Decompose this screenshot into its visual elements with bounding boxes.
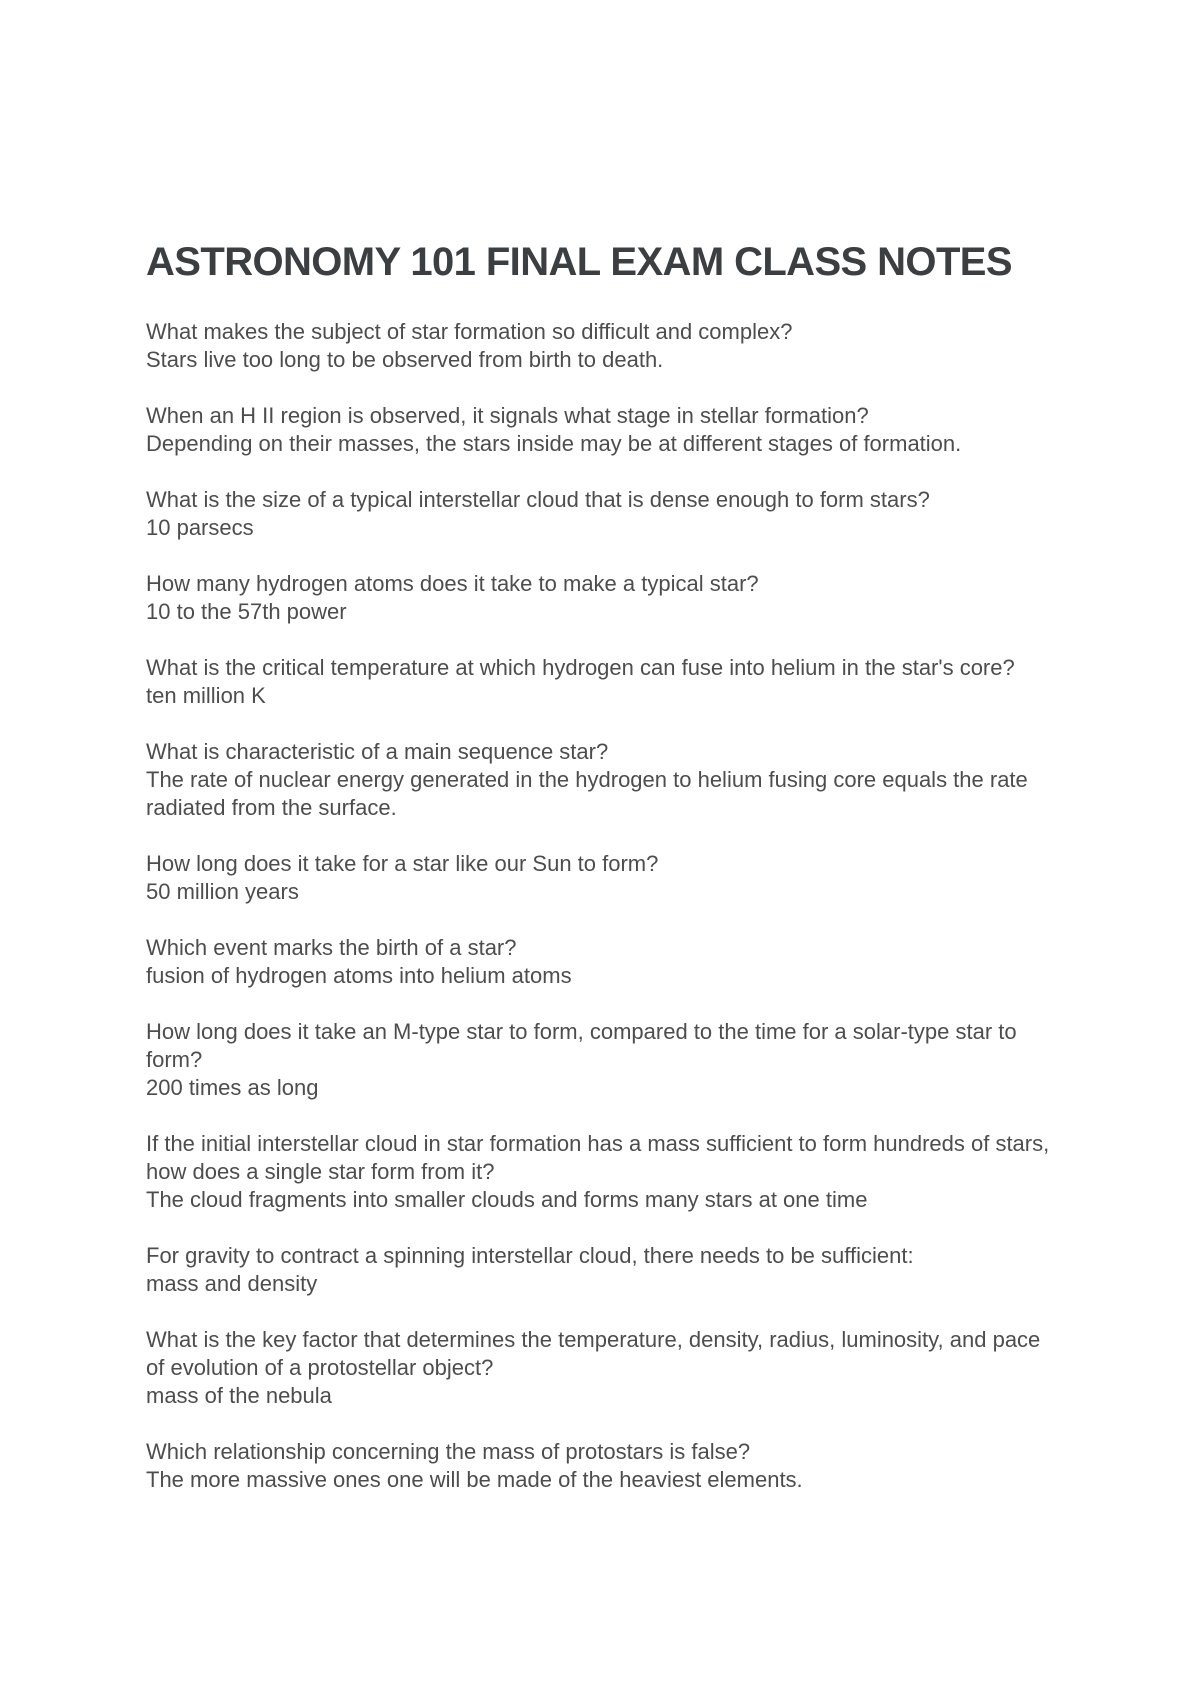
qa-item <box>146 402 1060 458</box>
answer-text: mass and density <box>146 1271 318 1296</box>
qa-item <box>146 1130 1060 1214</box>
qa-item <box>146 570 1060 626</box>
answer-text: Stars live too long to be observed from birth to death. <box>146 347 664 372</box>
qa-item <box>146 1018 1060 1102</box>
question-text: For gravity to contract a spinning interstellar cloud, there needs to be sufficient: <box>146 1243 914 1268</box>
question-text: What is characteristic of a main sequence star? <box>146 739 609 764</box>
answer-text: 10 parsecs <box>146 515 254 540</box>
answer-text: fusion of hydrogen atoms into helium atoms <box>146 963 572 988</box>
qa-item <box>146 850 1060 906</box>
answer-text: 200 times as long <box>146 1075 319 1100</box>
answer-text: 10 to the 57th power <box>146 599 347 624</box>
question-text: How many hydrogen atoms does it take to make a typical star? <box>146 571 759 596</box>
qa-item <box>146 1242 1060 1298</box>
answer-text: The rate of nuclear energy generated in the hydrogen to helium fusing core equals the rate radiated from the surface. <box>146 767 1028 820</box>
answer-text: 50 million years <box>146 879 299 904</box>
question-text: Which event marks the birth of a star? <box>146 935 517 960</box>
qa-item <box>146 1438 1060 1494</box>
answer-text: The more massive ones one will be made of the heaviest elements. <box>146 1467 803 1492</box>
question-text: What is the size of a typical interstellar cloud that is dense enough to form stars? <box>146 487 930 512</box>
qa-item <box>146 486 1060 542</box>
qa-item <box>146 318 1060 374</box>
question-text: What is the key factor that determines the temperature, density, radius, luminosity, and pace of evolution of a protostellar object? <box>146 1327 1041 1380</box>
answer-text: The cloud fragments into smaller clouds and forms many stars at one time <box>146 1187 868 1212</box>
answer-text: ten million K <box>146 683 266 708</box>
question-text: When an H II region is observed, it signals what stage in stellar formation? <box>146 403 869 428</box>
question-text: If the initial interstellar cloud in star formation has a mass sufficient to form hundreds of stars, how does a single star form from it? <box>146 1131 1050 1184</box>
document-title: ASTRONOMY 101 FINAL EXAM CLASS NOTES <box>146 240 1012 284</box>
qa-item <box>146 934 1060 990</box>
qa-item <box>146 1326 1060 1410</box>
question-text: Which relationship concerning the mass of protostars is false? <box>146 1439 751 1464</box>
qa-item <box>146 738 1060 822</box>
question-text: How long does it take an M-type star to form, compared to the time for a solar-type star to form? <box>146 1019 1017 1072</box>
answer-text: Depending on their masses, the stars inside may be at different stages of formation. <box>146 431 962 456</box>
question-text: How long does it take for a star like our Sun to form? <box>146 851 659 876</box>
question-text: What makes the subject of star formation so difficult and complex? <box>146 319 793 344</box>
question-text: What is the critical temperature at which hydrogen can fuse into helium in the star's core? <box>146 655 1015 680</box>
answer-text: mass of the nebula <box>146 1383 332 1408</box>
qa-item <box>146 654 1060 710</box>
